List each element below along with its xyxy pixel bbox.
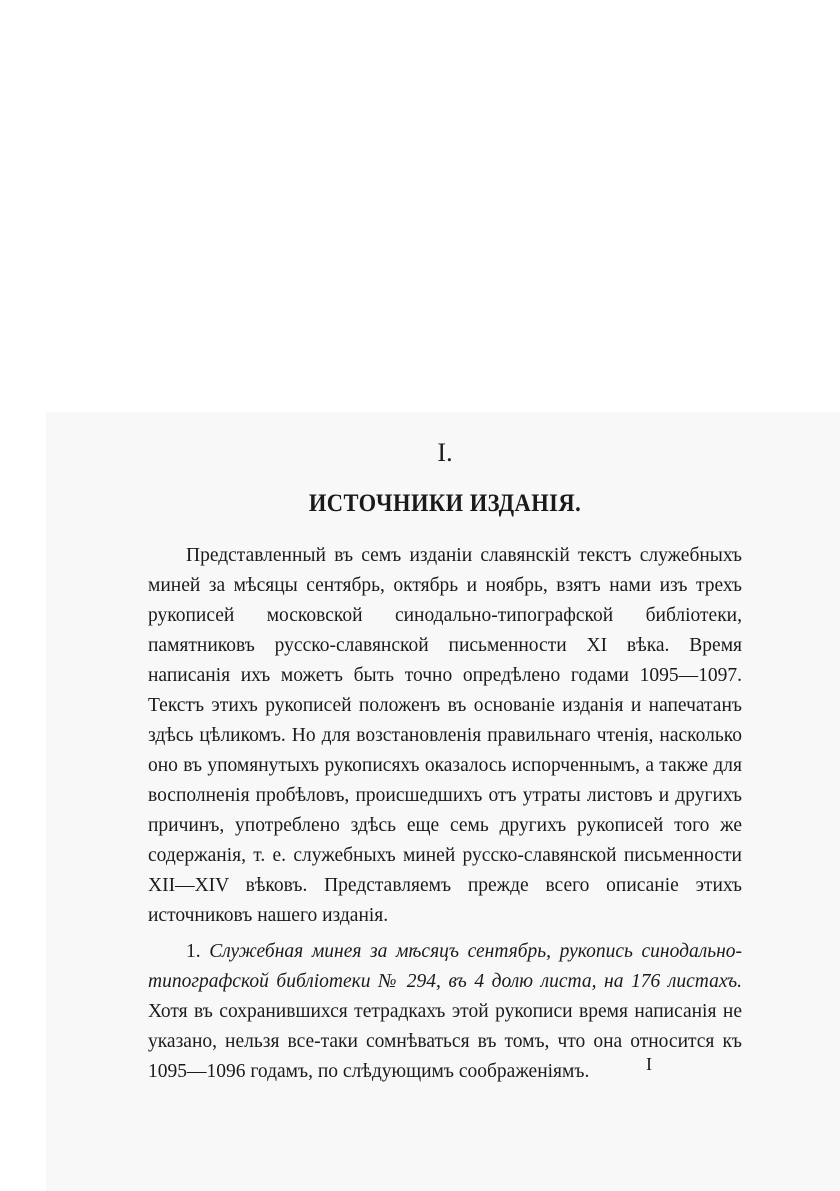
paragraph-intro: Представленный въ семъ изданіи славянскій текстъ служебныхъ миней за мѣсяцы сентябрь, октябрь и ноябрь, взятъ нами изъ трехъ рукописей московской синодально-типографской библіотеки, памятниковъ русско-славянской письменности XI вѣка. Время написанія ихъ можетъ быть точно опредѣлено годами 1095—1097. Текстъ этихъ рукописей положенъ въ основаніе изданія и напечатанъ здѣсь цѣликомъ. Но для возстановленія правильнаго чтенія, насколько оно въ упомянутыхъ рукописяхъ оказалось испорченнымъ, а также для восполненія пробѣловъ, происшедшихъ отъ утраты листовъ и другихъ причинъ, употреблено здѣсь еще семь другихъ рукописей того же содержанія, т. е. служебныхъ миней русско-славянской письменности XII—XIV вѣковъ. Представляемъ прежде всего описаніе этихъ источниковъ нашего изданія.	[148, 545, 742, 926]
body-text	[148, 541, 742, 1087]
signature-mark: I	[646, 1054, 652, 1074]
source-description: Хотя въ сохранившихся тетрадкахъ этой рукописи время написанія не указано, нельзя все-таки сомнѣваться въ томъ, что она относится къ 1095—1096 годамъ, по слѣдующимъ соображеніямъ.	[148, 1001, 742, 1082]
section-number: I.	[437, 438, 453, 467]
paragraph-source-1	[148, 937, 742, 1087]
source-title: Служебная минея за мѣсяцъ сентябрь, рукопись синодально-типографской библіотеки № 294, въ 4 долю листа, на 176 листахъ.	[148, 941, 743, 992]
source-number: 1.	[186, 941, 201, 962]
section-title: ИСТОЧНИКИ ИЗДАНІЯ.	[308, 490, 582, 517]
